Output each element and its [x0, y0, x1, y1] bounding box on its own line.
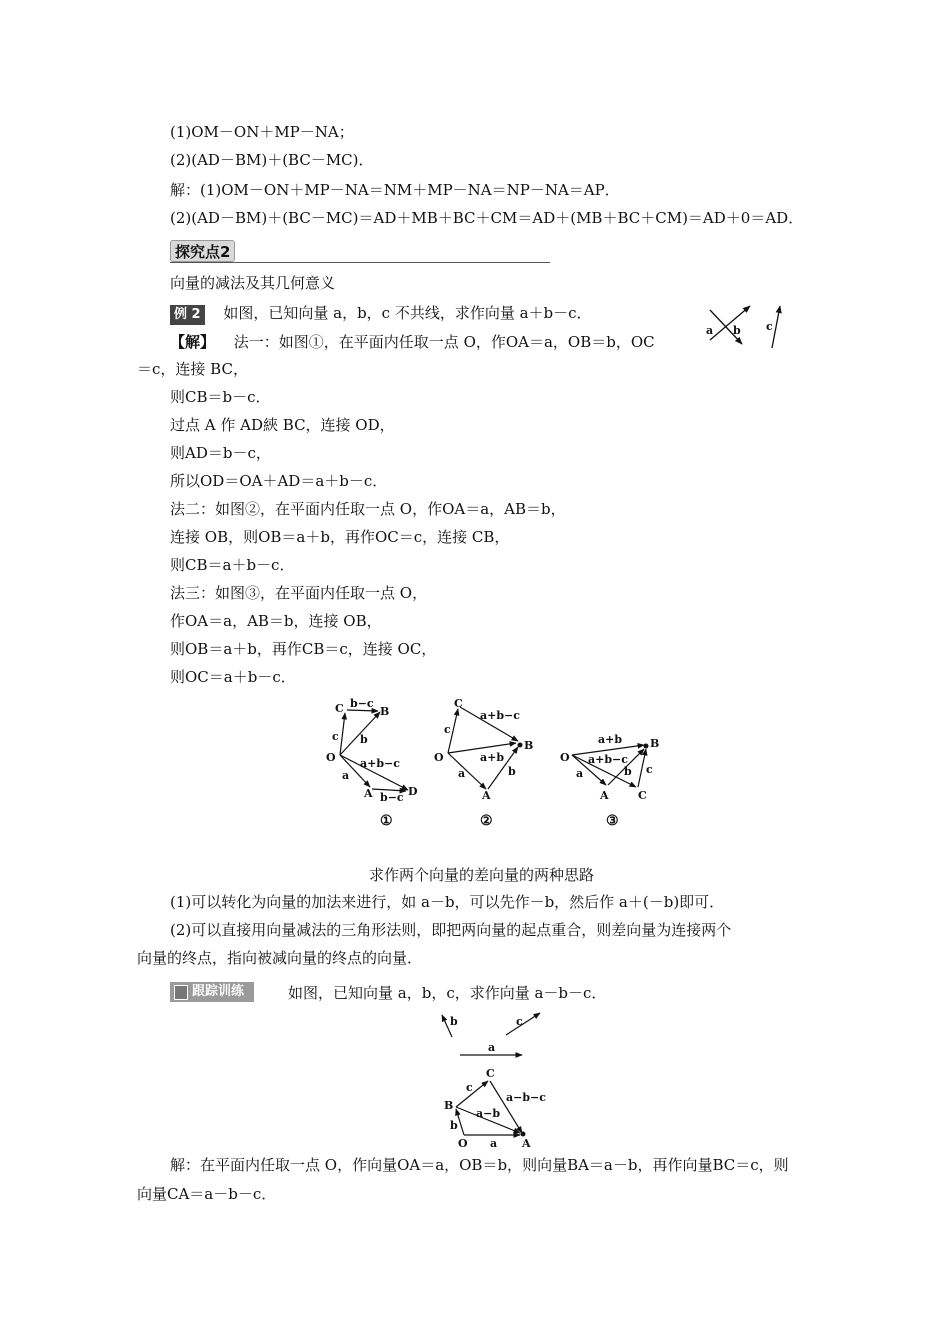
given-label-a: a: [488, 1041, 496, 1054]
training-answer-1: 解：在平面内任取一点 O，作向量OA＝a，OB＝b，则向量BA＝a－b，再作向量BC＝c，则: [170, 1156, 789, 1174]
label-a: a: [706, 324, 714, 337]
figure-2: [434, 697, 533, 802]
fig2-point-B: [518, 743, 523, 748]
fig3-label-B: B: [650, 737, 660, 750]
fig3-label-b: b: [624, 765, 632, 778]
fig1-label-B: B: [380, 705, 390, 718]
method-3-line-1: 法三：如图③，在平面内任取一点 O，: [170, 584, 428, 602]
fig2-label-B: B: [524, 739, 534, 752]
method-1-line-6: 所以OD＝OA＋AD＝a＋b－c．: [170, 472, 388, 490]
fig3-CB: [638, 749, 646, 787]
construction-figures: [320, 695, 700, 835]
fig1-label-c: c: [332, 730, 339, 743]
fig2-label-O: O: [434, 751, 444, 764]
label-c: c: [766, 320, 773, 333]
fig2-label-A: A: [482, 789, 491, 802]
fig2-label-apb: a+b: [480, 751, 505, 764]
solution-label: 【解】: [170, 333, 216, 351]
fig1-label-b: b: [360, 733, 368, 746]
figure-2-caption: ②: [480, 813, 493, 829]
train-label-A: A: [522, 1137, 531, 1150]
method-2-line-3: 则CB＝a＋b－c．: [170, 556, 295, 574]
vector-a-arrow: [710, 306, 750, 340]
solution-method-1-line-1: [170, 332, 655, 352]
fig1-label-bmc2: b−c: [380, 791, 404, 804]
fig1-label-A: A: [364, 787, 373, 800]
summary-point-1: (1)可以转化为向量的加法来进行，如 a－b，可以先作－b，然后作 a＋(－b)即可．: [170, 893, 725, 911]
section-header: [170, 238, 550, 264]
section-title: 向量的减法及其几何意义: [170, 274, 336, 292]
summary-title: 求作两个向量的差向量的两种思路: [369, 866, 595, 884]
solution-line-2: (2)(AD－BM)＋(BC－MC)＝AD＋MB＋BC＋CM＝AD＋(MB＋BC＋CM)＝AD＋0＝AD．: [170, 209, 804, 227]
problem-line-2: (2)(AD－BM)＋(BC－MC)．: [170, 151, 374, 169]
fig2-label-c: c: [444, 723, 451, 736]
vector-c-arrow: [772, 306, 780, 348]
label-b: b: [733, 324, 741, 337]
fig1-label-O: O: [326, 751, 336, 764]
method-3-line-4: 则OC＝a＋b－c．: [170, 668, 296, 686]
fig1-label-a: a: [342, 769, 350, 782]
method-2-line-1: 法二：如图②，在平面内任取一点 O，作OA＝a，AB＝b，: [170, 500, 566, 518]
fig2-label-b: b: [508, 765, 516, 778]
fig3-label-O: O: [560, 751, 570, 764]
method-1-line-3: 则CB＝b－c．: [170, 388, 271, 406]
train-point-A: [521, 1132, 526, 1137]
figure-3: [560, 733, 659, 802]
fig3-point-B: [644, 744, 649, 749]
fig2-label-C: C: [454, 697, 463, 710]
method-1-line-5: 则AD＝b－c，: [170, 444, 271, 462]
training-question: 如图，已知向量 a，b，c，求作向量 a－b－c．: [288, 984, 607, 1002]
figure-3-caption: ③: [606, 813, 619, 829]
section-rule: [170, 262, 550, 263]
training-badge: 跟踪训练: [170, 982, 254, 1002]
figure-1-caption: ①: [380, 813, 393, 829]
fig1-label-apbmc: a+b−c: [360, 757, 400, 770]
train-label-ambmc: a−b−c: [506, 1091, 546, 1104]
train-label-B: B: [444, 1099, 454, 1112]
fig3-label-c: c: [646, 763, 653, 776]
fig1-label-C: C: [335, 702, 344, 715]
section-label: 探究点2: [170, 240, 235, 262]
summary-point-2a: (2)可以直接用向量减法的三角形法则，即把两向量的起点重合，则差向量为连接两个: [170, 921, 732, 939]
example-badge: 例 2: [170, 305, 205, 325]
train-label-O: O: [458, 1137, 468, 1150]
method-3-line-3: 则OB＝a＋b，再作CB＝c，连接 OC，: [170, 640, 437, 658]
training-answer-2: 向量CA＝a－b－c．: [137, 1185, 277, 1203]
method-2-line-2: 连接 OB，则OB＝a＋b，再作OC＝c，连接 CB，: [170, 528, 510, 546]
fig3-label-C: C: [638, 789, 647, 802]
fig1-label-bmc: b−c: [350, 697, 374, 710]
training-figure: [430, 1005, 560, 1150]
train-label-b: b: [450, 1119, 458, 1132]
train-label-C: C: [486, 1067, 495, 1080]
example-question: 如图，已知向量 a，b，c 不共线，求作向量 a＋b－c．: [223, 304, 592, 322]
given-c-arrow: [506, 1013, 540, 1035]
problem-line-1: (1)OM－ON＋MP－NA；: [170, 123, 354, 141]
fig3-label-apbmc: a+b−c: [588, 753, 628, 766]
train-label-c: c: [466, 1081, 473, 1094]
fig3-label-apb: a+b: [598, 733, 623, 746]
solution-line-1: 解：(1)OM－ON＋MP－NA＝NM＋MP－NA＝NP－NA＝AP．: [170, 181, 620, 199]
fig2-label-apbmc: a+b−c: [480, 709, 520, 722]
summary-point-2b: 向量的终点，指向被减向量的终点的向量．: [137, 949, 423, 967]
example-question-line: [170, 303, 592, 325]
fig1-CB: [347, 710, 378, 711]
given-label-b: b: [450, 1015, 458, 1028]
train-label-amb: a−b: [476, 1107, 501, 1120]
figure-1: [326, 697, 418, 804]
method-1-line-2: ＝c，连接 BC，: [137, 360, 248, 378]
fig2-label-a: a: [458, 767, 466, 780]
fig1-label-D: D: [408, 785, 418, 798]
method-1-line-4: 过点 A 作 AD綊 BC，连接 OD，: [170, 416, 395, 434]
train-label-a: a: [490, 1137, 498, 1150]
fig1-OC: [340, 713, 345, 755]
given-label-c: c: [516, 1015, 523, 1028]
fig3-label-a: a: [576, 767, 584, 780]
method-1-text: 法一：如图①，在平面内任取一点 O，作OA＝a，OB＝b，OC: [233, 333, 655, 351]
method-3-line-2: 作OA＝a，AB＝b，连接 OB，: [170, 612, 382, 630]
fig3-label-A: A: [600, 789, 609, 802]
given-vectors-figure: [700, 300, 790, 352]
